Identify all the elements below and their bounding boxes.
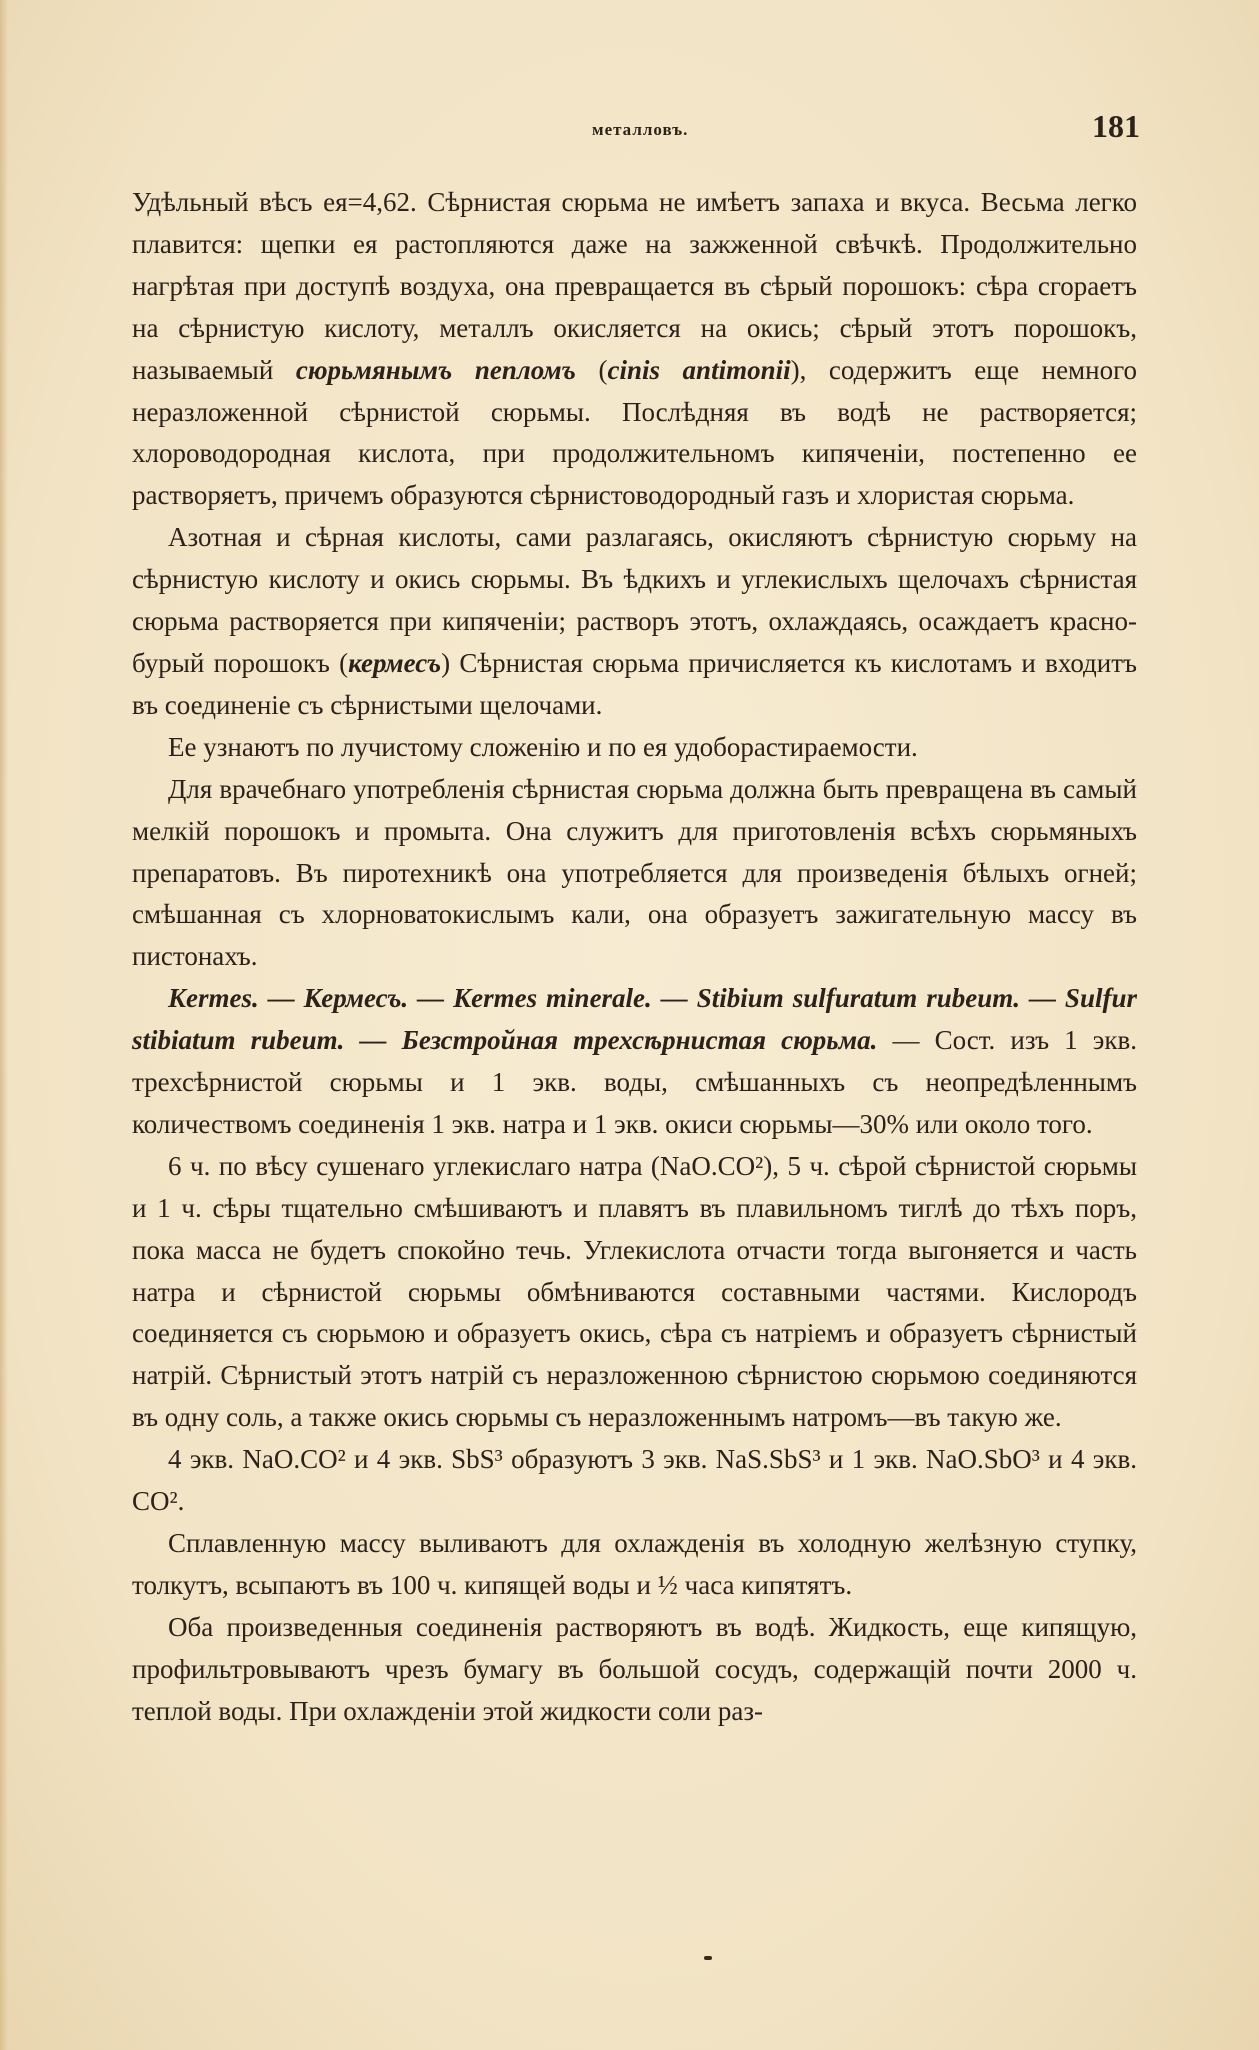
text-run: Сплавленную массу выливаютъ для охлажденія въ холодную желѣзную ступку, толкутъ, всыпаютъ въ 100 ч. кипящей воды и ½ часа кипятятъ. [132,1528,1137,1600]
text-run: 4 экв. NaO.CO² и 4 экв. SbS³ образуютъ 3 экв. NaS.SbS³ и 1 экв. NaO.SbO³ и 4 экв. CO². [132,1444,1137,1517]
text-run: ( [575,354,608,385]
text-run: ) Сѣрнистая сюрьма причисляется къ кислотамъ и входитъ въ соединеніе съ сѣрнистыми щелочами. [132,647,1137,720]
paragraph-p4 [132,769,1137,979]
text-run: Азотная и сѣрная кислоты, сами разлагаясь, окисляютъ сѣрнистую сюрьму на сѣрнистую кислоту и окись сюрьмы. Въ ѣдкихъ и углекислыхъ щелочахъ сѣрнистая сюрьма растворяется при кипяченіи; растворъ этотъ, охлаждаясь, осаждаетъ красно-бурый порошокъ ( [132,522,1137,678]
page-header [132,108,1140,148]
ink-speck [704,1956,712,1960]
text-run: — Сост. изъ 1 экв. трехсѣрнистой сюрьмы и 1 экв. воды, смѣшанныхъ съ неопредѣленнымъ количествомъ соединенія 1 экв. натра и 1 экв. окиси сюрьмы—30% или около того. [132,1025,1137,1139]
text-run: Ее узнаютъ по лучистому сложенію и по ея удоборастираемости. [168,731,918,762]
paragraph-p5 [132,978,1137,1146]
running-head: металловъ. [592,120,689,139]
paragraph-p8 [132,1523,1137,1607]
paragraph-p2 [132,517,1137,727]
page-edge-shadow [0,0,8,2050]
text-run: Оба произведенныя соединенія растворяютъ въ водѣ. Жидкость, еще кипящую, профильтровываютъ чрезъ бумагу въ большой сосудъ, содержащій почти 2000 ч. теплой воды. При охлажденіи этой жидкости соли раз- [132,1611,1137,1726]
paragraph-p9 [132,1607,1137,1733]
text-run: 6 ч. по вѣсу сушенаго углекислаго натра (NaO.CO²), 5 ч. сѣрой сѣрнистой сюрьмы и 1 ч. сѣры тщательно смѣшиваютъ и плавятъ въ плавильномъ тиглѣ до тѣхъ поръ, пока масса не будетъ спокойно течь. Углекислота отчасти тогда выгоняется и часть натра и сѣрнистой сюрьмы обмѣниваются составными частями. Кислородъ соединяется съ сюрьмою и образуетъ окись, сѣра съ натріемъ и образуетъ сѣрнистый натрій. Сѣрнистый этотъ натрій съ неразложенною сѣрнистою сюрьмою соединяются въ одну соль, а также окись сюрьмы съ неразложеннымъ натромъ—въ такую же. [132,1150,1137,1433]
paragraph-p1 [132,182,1137,517]
italic-term: Kermes. — Кермесъ. — Kermes minerale. — Stibium sulfuratum rubeum. — Sulfur stibiatum rubeum. — Безстройная трехсѣрнистая сюрьма. [132,983,1137,1056]
page-number: 181 [1092,108,1140,144]
text-run: Для врачебнаго употребленія сѣрнистая сюрьма должна быть превращена въ самый мелкій порошокъ и промыта. Она служитъ для приготовленія всѣхъ сюрьмяныхъ препаратовъ. Въ пиротехникѣ она употребляется для произведенія бѣлыхъ огней; смѣшанная съ хлорноватокислымъ кали, она образуетъ зажигательную массу въ пистонахъ. [132,773,1137,972]
paragraph-p3 [132,727,1137,769]
paragraph-p7 [132,1439,1137,1523]
italic-term: сюрьмянымъ пепломъ [295,354,576,385]
paragraph-p6 [132,1146,1137,1439]
body-text [132,182,1137,1733]
italic-term: cinis antimonii [607,354,791,385]
italic-term: кермесъ [348,647,442,678]
text-run: ), содержитъ еще немного неразложенной сѣрнистой сюрьмы. Послѣдняя въ водѣ не растворяется; хлороводородная кислота, при продолжительномъ кипяченіи, постепенно ее растворяетъ, причемъ образуются сѣрнистоводородный газъ и хлористая сюрьма. [132,354,1137,511]
text-run: Удѣльный вѣсъ ея=4,62. Сѣрнистая сюрьма не имѣетъ запаха и вкуса. Весьма легко плавится: щепки ея растопляются даже на зажженной свѣчкѣ. Продолжительно нагрѣтая при доступѣ воздуха, она превращается въ сѣрый порошокъ: сѣра сгораетъ на сѣрнистую кислоту, металлъ окисляется на окись; сѣрый этотъ порошокъ, называемый [132,187,1137,385]
